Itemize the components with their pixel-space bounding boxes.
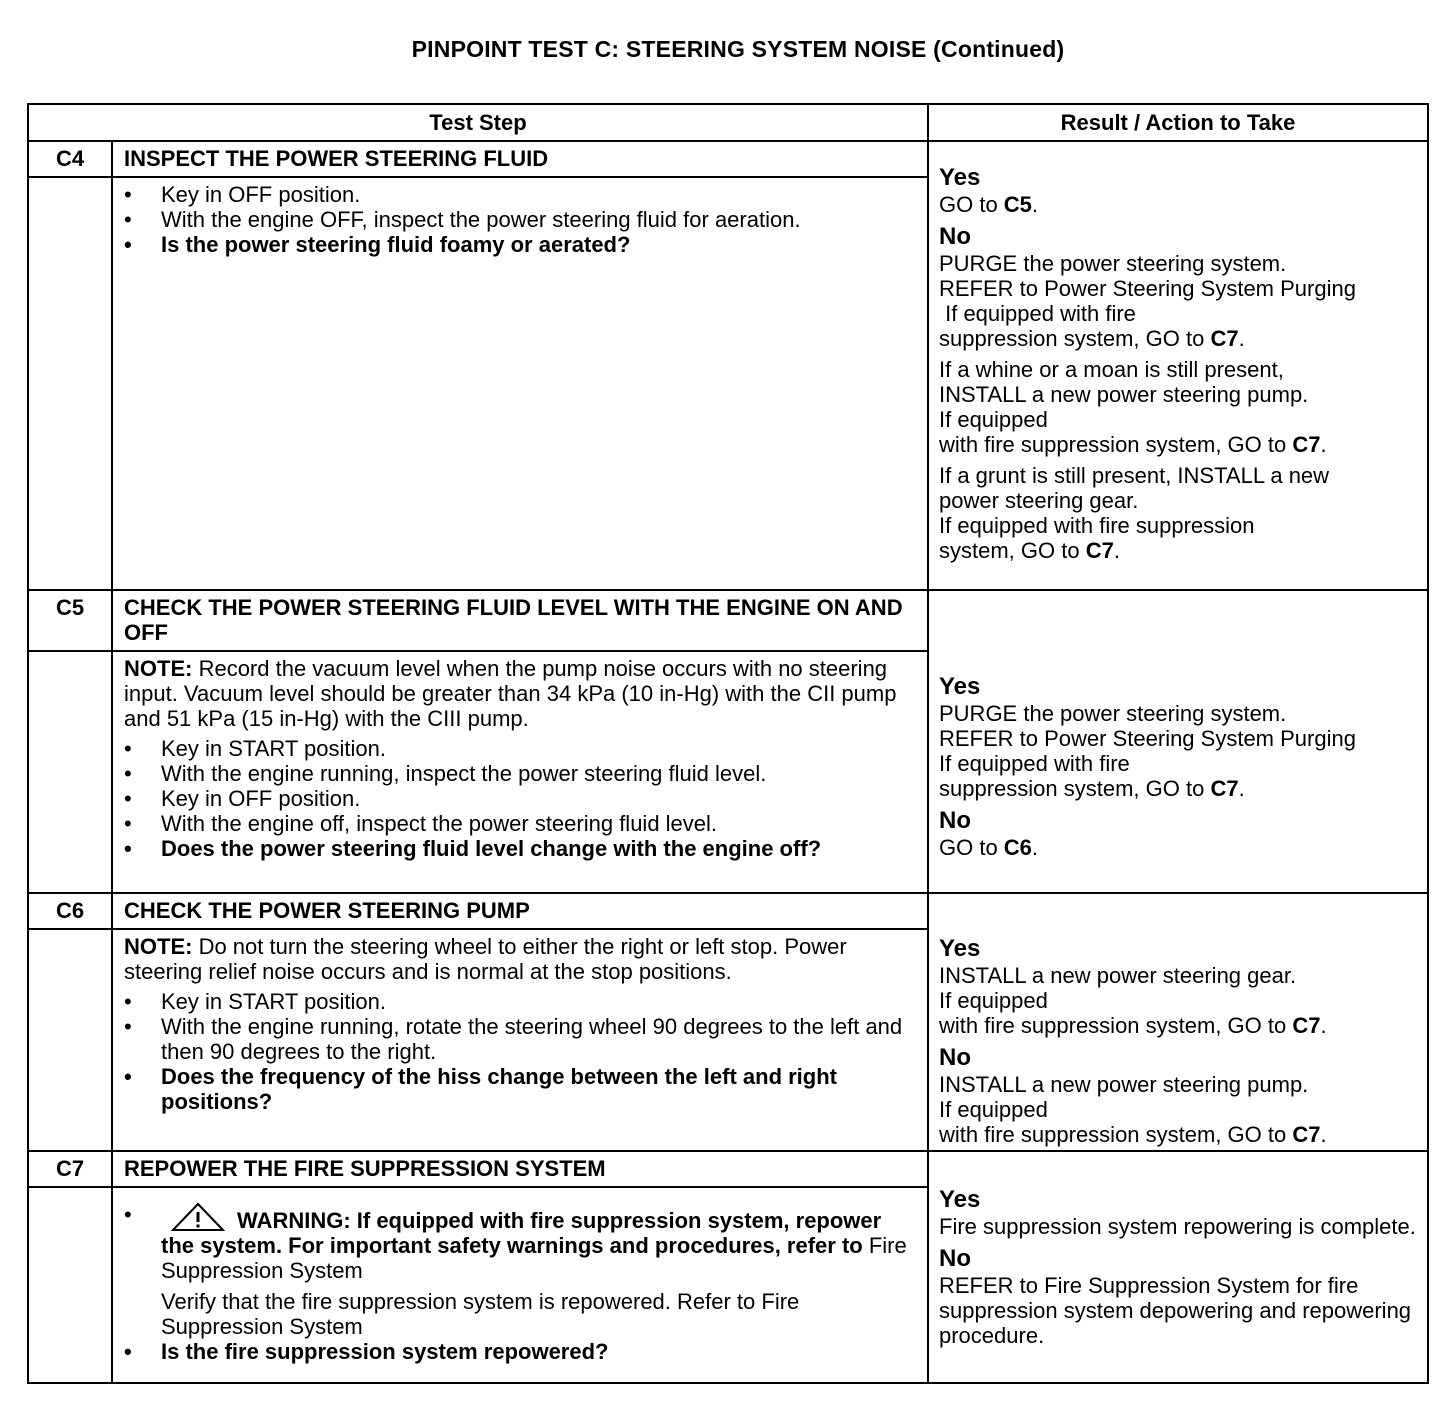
step-id-blank xyxy=(28,929,112,1151)
verify-text: Verify that the fire suppression system is repowered. Refer to Fire Suppression System xyxy=(161,1289,800,1339)
no-label: No xyxy=(939,223,971,250)
step-c7-title-row xyxy=(28,1151,1428,1187)
yes-label: Yes xyxy=(939,1186,981,1213)
list-item: • With the engine running, inspect the power steering fluid level. xyxy=(124,761,919,786)
step-body xyxy=(112,177,928,590)
step-body xyxy=(112,929,928,1151)
no-action-2: If a whine or a moan is still present, INSTALL a new power steering pump. If equipped with fire suppression system, GO to C7. xyxy=(939,357,1327,457)
step-title: CHECK THE POWER STEERING FLUID LEVEL WITH THE ENGINE ON AND OFF xyxy=(112,590,928,651)
step-id: C7 xyxy=(28,1151,112,1187)
no-label: No xyxy=(939,1245,971,1272)
step-c5-title-row xyxy=(28,590,1428,651)
step-note: NOTE: Do not turn the steering wheel to either the right or left stop. Power steering relief noise occurs and is normal at the stop positions. xyxy=(124,934,847,984)
step-note: NOTE: Record the vacuum level when the pump noise occurs with no steering input. Vacuum level should be greater than 34 kPa (10 in-Hg) with the CII pump and 51 kPa (15 in-Hg) with the CIII pump. xyxy=(124,656,897,731)
ref-link[interactable]: C6 xyxy=(1003,835,1032,860)
no-label: No xyxy=(939,1044,971,1071)
ref-link[interactable]: C7 xyxy=(1292,1013,1321,1038)
step-id: C4 xyxy=(28,141,112,177)
step-title: CHECK THE POWER STEERING PUMP xyxy=(112,893,928,929)
ref-link[interactable]: C7 xyxy=(1292,1122,1321,1147)
no-action: GO to C6. xyxy=(939,835,1039,860)
no-label: No xyxy=(939,807,971,834)
step-id: C6 xyxy=(28,893,112,929)
step-c5-result xyxy=(928,590,1428,893)
test-step-header: Test Step xyxy=(28,104,928,141)
step-c6-result xyxy=(928,893,1428,1151)
header-row xyxy=(28,104,1428,141)
list-item: • Key in OFF position. xyxy=(124,182,919,207)
step-body xyxy=(112,651,928,893)
list-item: • Key in START position. xyxy=(124,736,919,761)
yes-action: Fire suppression system repowering is complete. xyxy=(939,1214,1416,1239)
ref-link[interactable]: C7 xyxy=(1292,432,1321,457)
step-id-blank xyxy=(28,651,112,893)
step-c4-result: Yes GO to C5. No PURGE the power steering system. REFER to Power Steering System Purging If equipped with fire suppression system, GO to C7. If a whine or a moan is still present, INSTALL a new power steering pump. If equipped with fire suppression system, GO to C7. If a grunt is still present, INSTALL a new power steering gear. If equipped with fire suppression system, GO to C7. xyxy=(928,141,1428,590)
list-item: • Does the frequency of the hiss change between the left and right positions? xyxy=(124,1064,919,1114)
step-bullets xyxy=(124,182,919,257)
yes-label: Yes xyxy=(939,673,981,700)
step-body xyxy=(112,1187,928,1383)
list-item: • WARNING: If equipped with fire suppression system, repower the system. For important safety warnings and procedures, refer to Fire Suppression System Verify that the fire suppression system is repowered. Refer to Fire Suppression System xyxy=(124,1202,919,1339)
yes-action: PURGE the power steering system. REFER to Power Steering System Purging If equipped with fire suppression system, GO to C7. xyxy=(939,701,1356,801)
step-bullets xyxy=(124,1202,919,1364)
page-title: PINPOINT TEST C: STEERING SYSTEM NOISE (Continued) xyxy=(411,36,1065,62)
step-title: INSPECT THE POWER STEERING FLUID xyxy=(112,141,928,177)
ref-link[interactable]: C7 xyxy=(1210,326,1239,351)
ref-link[interactable]: C7 xyxy=(1210,776,1239,801)
step-c7-result xyxy=(928,1151,1428,1383)
step-id: C5 xyxy=(28,590,112,651)
list-item: • Is the fire suppression system repowered? xyxy=(124,1339,919,1364)
list-item: • Key in OFF position. xyxy=(124,786,919,811)
warning-triangle-icon xyxy=(171,1202,225,1232)
list-item: • Does the power steering fluid level change with the engine off? xyxy=(124,836,919,861)
list-item: • Key in START position. xyxy=(124,989,919,1014)
step-id-blank xyxy=(28,177,112,590)
yes-label: Yes xyxy=(939,935,981,962)
yes-label: Yes xyxy=(939,164,981,191)
step-c6-title-row xyxy=(28,893,1428,929)
yes-action: INSTALL a new power steering gear. If equipped with fire suppression system, GO to C7. xyxy=(939,963,1327,1038)
list-item: • With the engine off, inspect the power steering fluid level. xyxy=(124,811,919,836)
list-item: • With the engine OFF, inspect the power steering fluid for aeration. xyxy=(124,207,919,232)
list-item: • With the engine running, rotate the steering wheel 90 degrees to the left and then 90 degrees to the right. xyxy=(124,1014,919,1064)
result-header: Result / Action to Take xyxy=(928,104,1428,141)
no-action-3: If a grunt is still present, INSTALL a new power steering gear. If equipped with fire suppression system, GO to C7. xyxy=(939,463,1330,563)
step-bullets xyxy=(124,989,919,1114)
yes-action: GO to xyxy=(939,192,1004,217)
no-action: REFER to Fire Suppression System for fire suppression system depowering and repowering procedure. xyxy=(939,1273,1412,1348)
ref-link[interactable]: C7 xyxy=(1085,538,1114,563)
no-action-1: PURGE the power steering system. REFER to Power Steering System Purging If equipped with fire suppression system, GO to C7. xyxy=(939,251,1356,351)
no-action: INSTALL a new power steering pump. If equipped with fire suppression system, GO to C7. xyxy=(939,1072,1327,1147)
step-title: REPOWER THE FIRE SUPPRESSION SYSTEM xyxy=(112,1151,928,1187)
step-c4-title-row xyxy=(28,141,1428,177)
pinpoint-test-table xyxy=(27,103,1429,1384)
ref-link[interactable]: C5 xyxy=(1003,192,1032,217)
list-item: • Is the power steering fluid foamy or aerated? xyxy=(124,232,919,257)
step-id-blank xyxy=(28,1187,112,1383)
step-bullets xyxy=(124,736,919,861)
